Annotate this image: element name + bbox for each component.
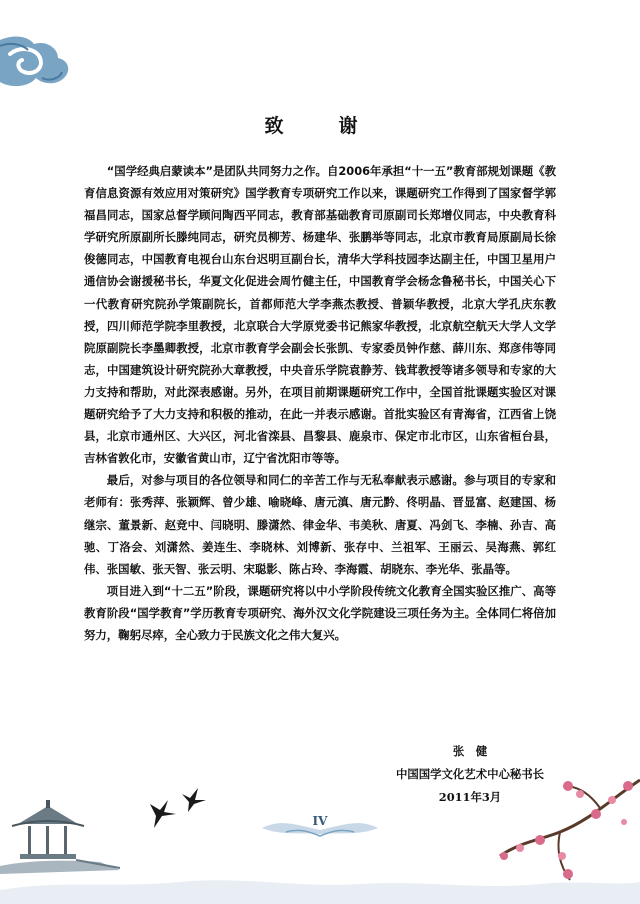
signature-date: 2011年3月 (438, 790, 502, 804)
page-number: IV (312, 814, 328, 828)
plum-blossom-icon (500, 780, 640, 880)
paragraph-2: 最后，对参与项目的各位领导和同仁的辛苦工作与无私奉献表示感谢。参与项目的专家和老师有：张秀萍、张颖辉、曾少雄、喻晓峰、唐元滇、唐元黔、佟明晶、晋显富、赵建国、杨继宗、董景新、赵竞中、闫晓明、滕潇然、律金华、韦美秋、唐夏、冯剑飞、李楠、孙吉、高驰、丁洛会、刘潇然、姜连生、李晓林、刘博新、张存中、兰祖军、王丽云、吴海燕、郭红伟、张国敏、张天智、张云明、宋聪影、陈占玲、李海霞、胡晓东、李光华、张晶等。 (84, 473, 556, 576)
signature-position: 中国国学文化艺术中心秘书长 (395, 767, 545, 781)
page-title: 致 谢 (264, 115, 376, 137)
signature-name: 张 健 (452, 744, 488, 758)
paragraph-1: “国学经典启蒙读本”是团队共同努力之作。自2006年承担“十一五”教育部规划课题《教育信息资源有效应用对策研究》国学教育专项研究工作以来，课题研究工作得到了国家督学郭福昌同志，国家总督学顾问陶西平同志，教育部基础教育司原副司长郑增仪同志，中央教育科学研究所原副所长滕纯同志，研究员柳芳、杨建华、张鹏举等同志，北京市教育局原副局长徐俊德同志，中国教育电视台山东台迟明亘副台长，清华大学科技园李达副主任，中国卫星用户通信协会谢援秘书长，华夏文化促进会周竹健主任，中国教育学会杨念鲁秘书长，中国关心下一代教育研究院孙学策副院长，首都师范大学李燕杰教授、普颖华教授，北京大学孔庆东教授，四川师范学院李里教授，北京联合大学原党委书记熊家华教授，北京航空航天大学人文学院原副院长李墨卿教授，北京市教育学会副会长张凯、专家委员钟作慈、薛川东、郑彦伟等同志，中国建筑设计研究院孙大章教授，中央音乐学院袁静芳、钱茸教授等诸多领导和专家的大力支持和帮助，对此深表感谢。另外，在项目前期课题研究工作中，全国首批课题实验区对课题研究给予了大力支持和积极的推动，在此一并表示感谢。首批实验区有青海省，江西省上饶县，北京市通州区、大兴区，河北省滦县、昌黎县、鹿泉市、保定市北市区，山东省桓台县，吉林省敦化市，安徽省黄山市，辽宁省沈阳市等等。 (84, 164, 556, 466)
paragraph-3: 项目进入到“十二五”阶段，课题研究将以中小学阶段传统文化教育全国实验区推广、高等教育阶段“国学教育”学历教育专项研究、海外汉文化学院建设三项任务为主。全体同仁将倍加努力，鞠躬尽瘁，全心致力于民族文化之伟大复兴。 (84, 583, 556, 642)
footer-illustration (0, 770, 640, 904)
body-text (84, 160, 556, 646)
pavilion-icon (0, 800, 120, 874)
cloud-ornament-icon (0, 32, 72, 92)
